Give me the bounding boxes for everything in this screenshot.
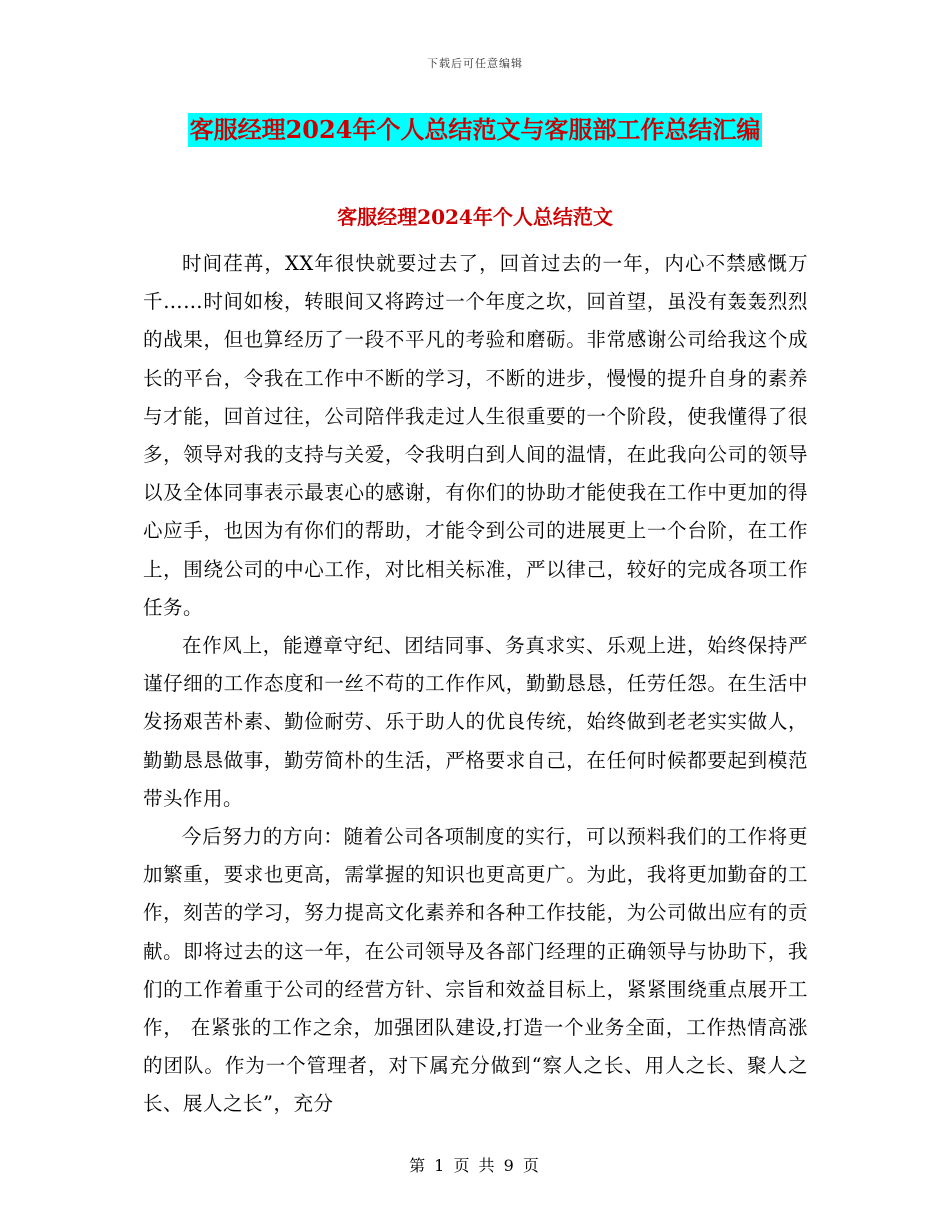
body-paragraph: 在作风上，能遵章守纪、团结同事、务真求实、乐观上进，始终保持严谨仔细的工作态度和一丝不苟的工作作风，勤勤恳恳，任劳任怨。在生活中发扬艰苦朴素、勤俭耐劳、乐于助人的优良传统，始终做到老老实实做人，勤勤恳恳做事，勤劳简朴的生活，严格要求自己，在任何时候都要起到模范带头作用。 bbox=[143, 634, 808, 810]
section-title: 客服经理2024年个人总结范文 bbox=[337, 205, 613, 229]
document-title-container bbox=[0, 113, 950, 147]
page-header-note: 下载后可任意编辑 bbox=[427, 57, 523, 70]
document-body bbox=[143, 245, 808, 1124]
body-paragraph: 今后努力的方向：随着公司各项制度的实行，可以预料我们的工作将更加繁重，要求也更高，需掌握的知识也更高更广。为此，我将更加勤奋的工作，刻苦的学习，努力提高文化素养和各种工作技能，为公司做出应有的贡献。即将过去的这一年，在公司领导及各部门经理的正确领导与协助下，我们的工作着重于公司的经营方针、宗旨和效益目标上，紧紧围绕重点展开工作， 在紧张的工作之余，加强团队建设,打造一个业务全面，工作热情高涨的团队。作为一个管理者，对下属充分做到“察人之长、用人之长、聚人之长、展人之长”，充分 bbox=[143, 825, 808, 1116]
body-paragraph: 时间荏苒，XX年很快就要过去了，回首过去的一年，内心不禁感慨万千……时间如梭，转眼间又将跨过一个年度之坎，回首望，虽没有轰轰烈烈的战果，但也算经历了一段不平凡的考验和磨砺。非常感谢公司给我这个成长的平台，令我在工作中不断的学习，不断的进步，慢慢的提升自身的素养与才能，回首过往，公司陪伴我走过人生很重要的一个阶段，使我懂得了很多，领导对我的支持与关爱，令我明白到人间的温情，在此我向公司的领导以及全体同事表示最衷心的感谢，有你们的协助才能使我在工作中更加的得心应手，也因为有你们的帮助，才能令到公司的进展更上一个台阶，在工作上，围绕公司的中心工作，对比相关标准，严以律己，较好的完成各项工作任务。 bbox=[143, 252, 808, 619]
page-number: 第 1 页 共 9 页 bbox=[409, 1156, 541, 1175]
document-title: 客服经理2024年个人总结范文与客服部工作总结汇编 bbox=[188, 113, 763, 147]
